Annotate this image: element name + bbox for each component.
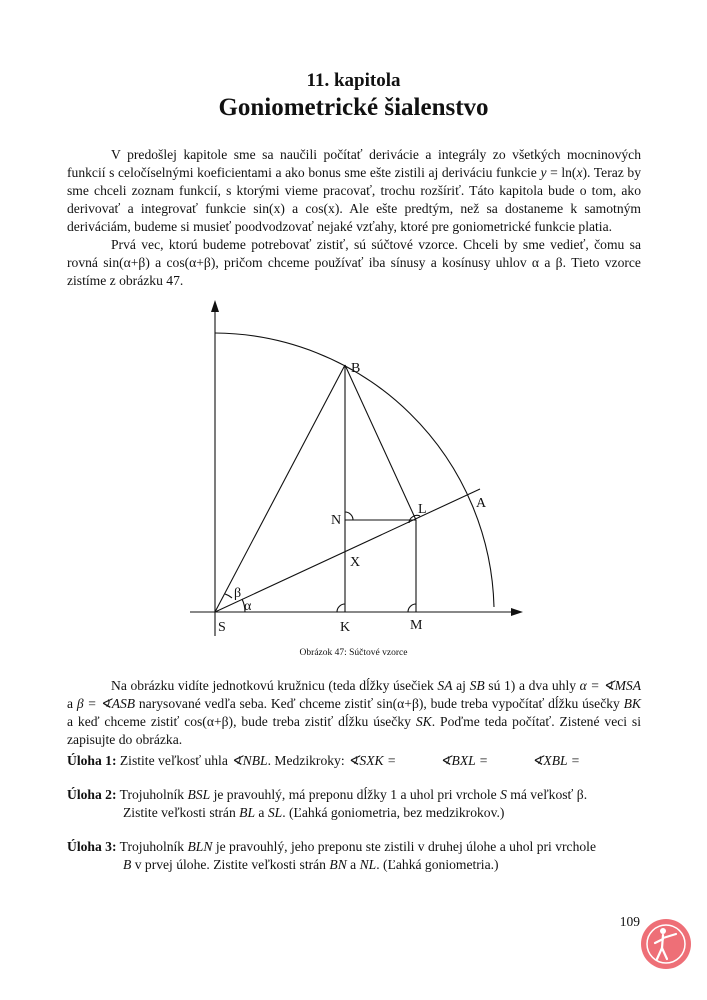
- task-label: Úloha 2:: [67, 787, 117, 802]
- task-2: Úloha 2: Trojuholník BSL je pravouhlý, má preponu dĺžky 1 a uhol pri vrchole S má veľkosť β. Zistite veľkosti strán BL a SL. (Ľahká goniometria, bez medzikrokov.): [67, 787, 588, 820]
- paragraph-3: Na obrázku vidíte jednotkovú kružnicu (teda dĺžky úsečiek SA aj SB sú 1) a dva uhly α = ∢MSA a β = ∢ASB narysované vedľa seba. Keď chceme zistiť sin(α+β), bude treba vypočítať dĺžku úsečky BK a keď chceme zistiť cos(α+β), bude treba zistiť dĺžku úsečky SK. Poďme teda počítať. Zistené veci si zapisujte do obrázka.: [67, 678, 642, 747]
- label-L: L: [418, 502, 427, 517]
- ray-SA: [215, 489, 480, 612]
- segment-SB: [215, 365, 345, 612]
- task-label: Úloha 3:: [67, 839, 117, 854]
- paragraph-2: Prvá vec, ktorú budeme potrebovať zistiť, sú súčtové vzorce. Chceli by sme vedieť, čomu sa rovná sin(α+β) a cos(α+β), pričom chceme používať iba sínusy a kosínusy uhlov α a β. Tieto vzorce zistíme z obrázku 47.: [67, 237, 641, 288]
- label-A: A: [476, 496, 487, 511]
- label-S: S: [218, 620, 226, 635]
- label-K: K: [340, 620, 351, 635]
- right-angle-K: [337, 604, 345, 612]
- label-N: N: [331, 513, 342, 528]
- right-angle-M: [408, 604, 416, 612]
- right-angle-N: [345, 512, 353, 520]
- chapter-title: Goniometrické šialenstvo: [218, 94, 489, 121]
- explanation-text: [67, 677, 641, 749]
- label-M: M: [410, 618, 423, 633]
- x-axis-arrowhead: [511, 608, 523, 616]
- figure-caption: Obrázok 47: Súčtové vzorce: [299, 648, 408, 658]
- archer-logo-icon: [640, 918, 692, 970]
- unit-circle-diagram: [190, 296, 530, 638]
- task-1: Úloha 1: Zistite veľkosť uhla ∢NBL. Medzikroky: ∢SXK = ∢BXL = ∢XBL =: [67, 753, 580, 768]
- page-number: 109: [619, 914, 640, 929]
- chapter-number: 11. kapitola: [306, 70, 401, 91]
- task-3: Úloha 3: Trojuholník BLN je pravouhlý, jeho preponu ste zistili v druhej úlohe a uhol pri vrchole B v prvej úlohe. Zistite veľkosti strán BN a NL. (Ľahká goniometria.): [67, 839, 596, 872]
- label-alpha: α: [244, 599, 252, 614]
- paragraph-1: V predošlej kapitole sme sa naučili počítať derivácie a integrály zo všetkých mocninových funkcií s celočíselnými koeficientami a ako bonus sme ešte zistili aj deriváciu funkcie y = ln(x). Teraz by sme chceli zoznam funkcií, s ktorými vieme pracovať, trochu rozšíriť. Táto kapitola bude o tom, ako derivovať a integrovať funkcie sin(x) a cos(x). Ale ešte predtým, než sa dostaneme k samotným deriváciám, budeme si musieť poodvodzovať nejaké vzťahy, ktoré pre goniometrické funkcie platia.: [67, 147, 641, 234]
- angle-arc-beta: [225, 594, 232, 598]
- label-X: X: [350, 555, 361, 570]
- label-B: B: [351, 361, 361, 376]
- y-axis-arrowhead: [211, 300, 219, 312]
- label-beta: β: [234, 586, 242, 601]
- intro-text: [67, 146, 641, 290]
- task-label: Úloha 1:: [67, 753, 117, 768]
